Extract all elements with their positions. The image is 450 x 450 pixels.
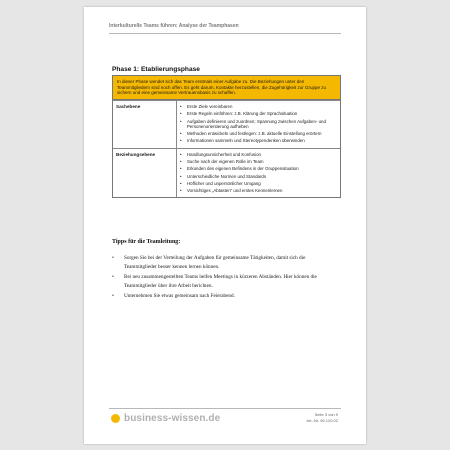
bullet-icon: •: [112, 255, 114, 261]
bullet-icon: •: [180, 152, 182, 157]
bullet-icon: •: [180, 118, 182, 124]
list-item: • Erste Regeln einführen: z.B. Klärung der Sprachsituation: [180, 111, 298, 117]
footer-divider: [109, 408, 341, 409]
bullet-icon: •: [112, 274, 114, 281]
row-items: [177, 149, 340, 198]
footer-meta: [306, 412, 338, 423]
row-label: Sachebene: [113, 101, 177, 148]
bullet-icon: •: [180, 188, 182, 194]
phase-intro: In dieser Phase wendet sich das Team erstmals einer Aufgabe zu. Die Beziehungen unter den Teammitgliedern sind noch offen. Es geht darum, Kontakte herzustellen, die Zugehörigkeit zur Gruppe zu sichern und eine gemeinsame Vertrauensbasis zu schaffen.: [113, 76, 340, 100]
tips-title: Tipps für die Teamleitung:: [112, 239, 181, 245]
row-label: Beziehungsebene: [113, 149, 177, 198]
bullet-icon: •: [112, 293, 114, 300]
bullet-icon: •: [180, 180, 182, 186]
bullet-icon: •: [180, 104, 182, 110]
bullet-icon: •: [180, 131, 182, 137]
phase-table: [112, 75, 341, 198]
header-divider: [109, 33, 341, 34]
logo-dot-icon: [111, 414, 120, 423]
list-item: • Handlungsunsicherheit und Konfusion: [180, 152, 261, 157]
tips-list: [112, 254, 332, 303]
bullet-icon: •: [180, 159, 182, 165]
row-items: [177, 101, 340, 148]
bullet-icon: •: [180, 173, 182, 179]
list-item: • Erkunden des eigenen Befindens in der Gruppensituation: [180, 166, 299, 172]
list-item: • Aufgaben definieren und zuordnen; Spannung zwischen Aufgaben- und Personenorientierung aufheben: [180, 118, 326, 129]
tip-item: • Unternehmen Sie etwas gemeinsam nach Feierabend.: [112, 293, 235, 300]
logo-text: business-wissen.de: [124, 413, 221, 424]
table-row: [113, 100, 340, 148]
table-row: [113, 148, 340, 198]
document-page: [84, 7, 366, 444]
article-number: Art.-Nr. 99.120.02: [306, 417, 338, 423]
list-item: • Suche nach der eigenen Rolle im Team: [180, 159, 264, 165]
list-item: • Unterschiedliche Normen und Standards: [180, 173, 267, 179]
list-item: • Methoden entwickeln und festlegen: z.B. aktuelle Einstellung erörtern: [180, 131, 322, 137]
list-item: • Höflicher und unpersönlicher Umgang: [180, 180, 261, 186]
list-item: • Erste Ziele vereinbaren: [180, 104, 233, 110]
header-title: Interkulturelle Teams führen: Analyse der Teamphasen: [109, 23, 239, 29]
bullet-icon: •: [180, 138, 182, 144]
bullet-icon: •: [180, 111, 182, 117]
tip-item: • Sorgen Sie bei der Verteilung der Aufgaben für gemeinsame Tätigkeiten, damit sich die Teammitglieder besser kennen lernen können.: [112, 255, 306, 270]
list-item: • Informationen sammeln und Stereotypendenken überwinden: [180, 138, 305, 144]
section-title: Phase 1: Etablierungsphase: [112, 66, 200, 73]
page-number: Seite 3 von 9: [314, 412, 338, 417]
list-item: • Vorsichtiges „Abtasten“ und erstes Kennenlernen: [180, 188, 283, 194]
brand-logo: [111, 413, 220, 424]
tip-item: • Bei neu zusammengestellten Teams helfen Meetings in kürzeren Abständen. Hier können die Teammitglieder über ihre Arbeit berichten.: [112, 274, 317, 289]
bullet-icon: •: [180, 166, 182, 172]
